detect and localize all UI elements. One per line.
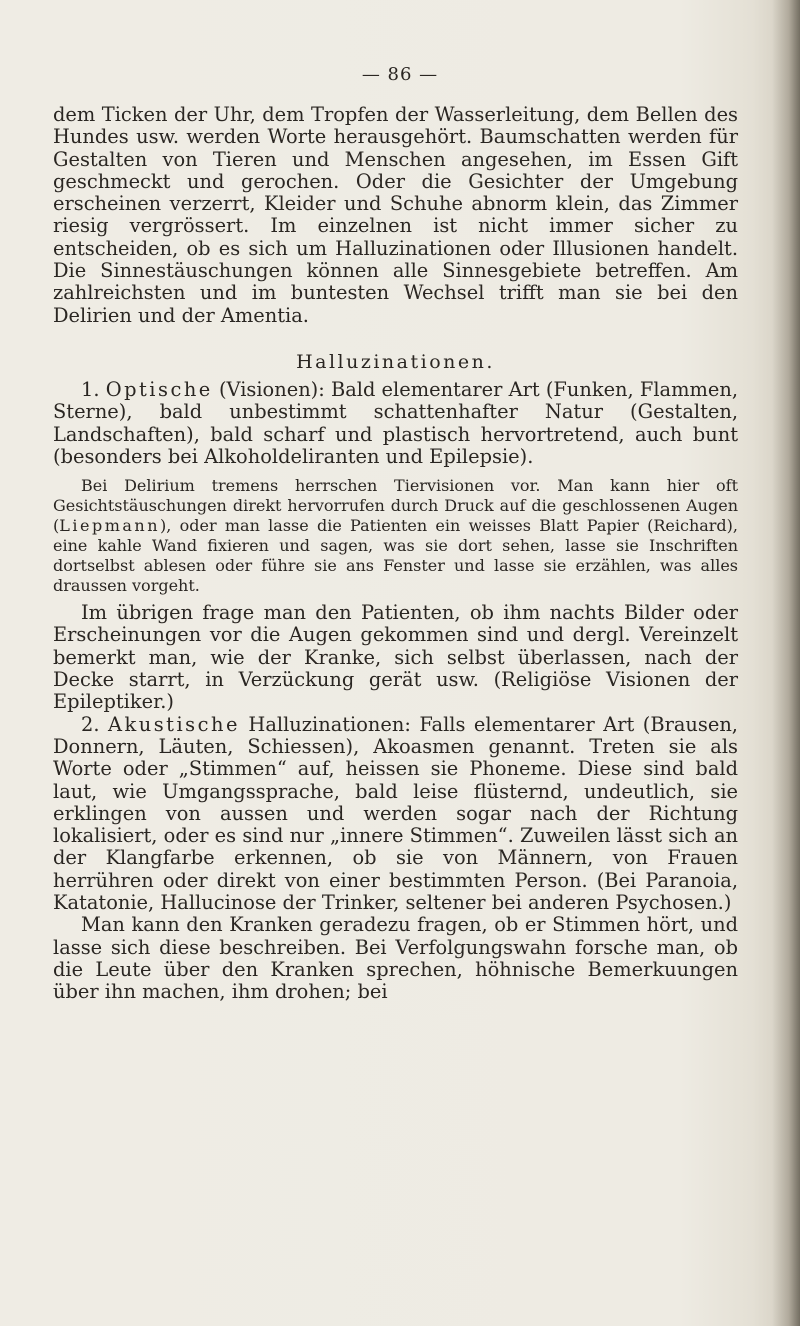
item-term: Optische (105, 377, 213, 401)
item-term: Akustische (107, 712, 240, 736)
page-number: — 86 — (361, 64, 439, 85)
item-number: 1. (81, 377, 100, 401)
note-paragraph (53, 476, 738, 596)
paragraph-questions: Man kann den Kranken geradezu fragen, ob er Stimmen hört, und lasse sich diese beschreiben. Bei Verfolgungswahn forsche man, ob die Leute über den Kranken sprechen, höhnische Bemerkuungen über ihn machen, ihm drohen; bei (53, 913, 738, 1004)
text-column (53, 104, 738, 1004)
list-item-acoustic (53, 714, 738, 915)
list-item-optical (53, 379, 738, 468)
note-text: ), eine kahle Wand fixieren und sagen, was sie dort sehen, lasse sie Inschriften dortselbst ablesen oder führe sie ans Fenster und lasse sie erzählen, was alles draussen vorgeht. (53, 516, 738, 596)
note-text: ), oder man lasse die Patienten ein weisses Blatt Papier ( (160, 516, 654, 536)
paragraph-intro: dem Ticken der Uhr, dem Tropfen der Wasserleitung, dem Bellen des Hundes usw. werden Worte herausgehört. Baumschatten werden für Gestalten von Tieren und Menschen angesehen, im Essen Gift geschmeckt und gerochen. Oder die Gesichter der Umgebung erscheinen verzerrt, Kleider und Schuhe abnorm klein, das Zimmer riesig vergrössert. Im einzelnen ist nicht immer sicher zu entscheiden, ob es sich um Halluzinationen oder Illusionen handelt. Die Sinnestäuschungen können alle Sinnesgebiete betreffen. Am zahlreichsten und im buntesten Wechsel trifft man sie bei den Delirien und der Amentia. (53, 103, 738, 327)
author-name: Liepmann (59, 516, 161, 536)
note-text: Bei Delirium tremens herrschen Tiervisionen vor. Man kann hier oft Gesichtstäuschungen direkt hervorrufen durch Druck auf die geschlossenen Augen ( (53, 476, 738, 536)
paragraph-visions: Im übrigen frage man den Patienten, ob ihm nachts Bilder oder Erscheinungen vor die Augen gekommen sind und dergl. Vereinzelt bemerkt man, wie der Kranke, sich selbst überlassen, nach der Decke starrt, in Verzückung gerät usw. (Religiöse Visionen der Epileptiker.) (53, 601, 738, 714)
page-edge-shadow (772, 0, 800, 1326)
section-heading: Halluzinationen. (296, 350, 495, 373)
item-number: 2. (81, 712, 100, 736)
item-text: Halluzinationen: Falls elementarer Art (Brausen, Donnern, Läuten, Schiessen), Akoasmen genannt. Treten sie als Worte oder „Stimmen“ auf, heissen sie Phoneme. Diese sind bald laut, wie Umgangssprache, bald leise flüsternd, undeutlich, sie erklingen von aussen und werden sogar nach der Richtung lokalisiert, oder es sind nur „innere Stimmen“. Zuweilen lässt sich an der Klangfarbe erkennen, ob sie von Männern, von Frauen herrühren oder direkt von einer bestimmten Person. (Bei Paranoia, Katatonie, Hallucinose der Trinker, seltener bei anderen Psychosen.) (53, 712, 738, 915)
item-text: (Visionen): Bald elementarer Art (Funken, Flammen, Sterne), bald unbestimmt schattenhafter Natur (Gestalten, Landschaften), bald scharf und plastisch hervortretend, auch bunt (besonders bei Alkoholdeliranten und Epilepsie). (53, 377, 738, 468)
author-name: Reichard (653, 516, 727, 536)
